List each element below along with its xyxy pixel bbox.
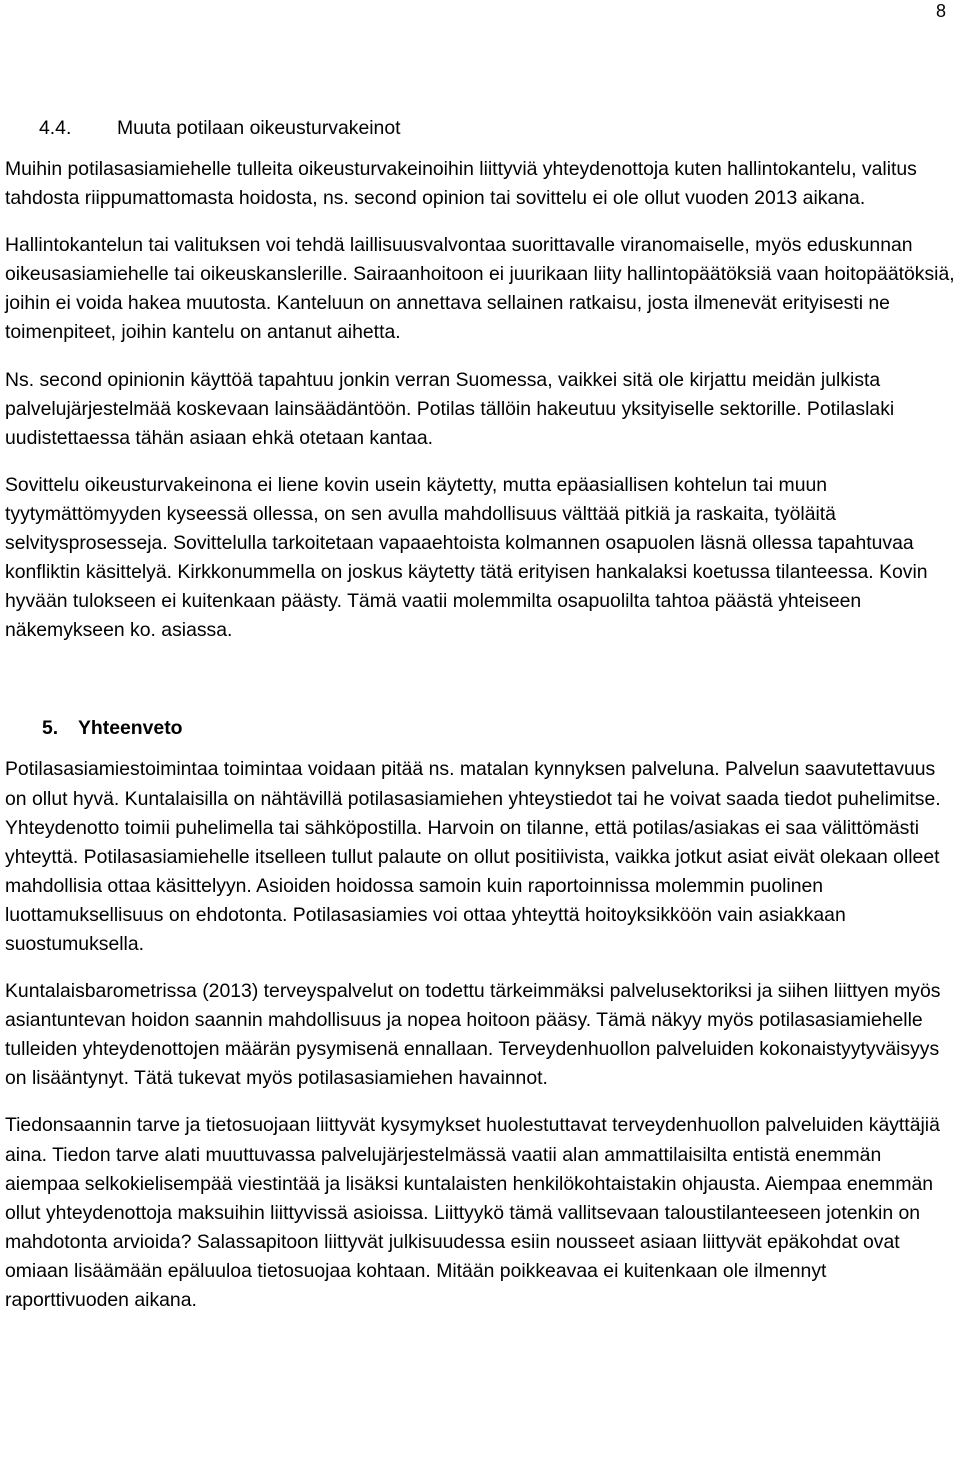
section-title: Yhteenveto — [78, 717, 183, 740]
section-heading-5 — [5, 714, 955, 743]
paragraph: Tiedonsaannin tarve ja tietosuojaan liittyvät kysymykset huolestuttavat terveydenhuollon palveluiden käyttäjiä aina. Tiedon tarve alati muuttuvassa palvelujärjestelmässä vaatii alan ammattilaisilta entistä enemmän aiempaa selkokielisempää viestintää ja lisäksi kuntalaisten henkilökohtaistakin ohjausta. Aiempaa enemmän ollut yhteydenottoja maksuihin liittyvissä asioissa. Liittyykö tämä vallitsevaan taloustilanteeseen jotenkin on mahdotonta arvioida? Salassapitoon liittyvät julkisuudessa esiin nousseet asiaan liittyvät epäkohdat ovat omiaan lisäämään epäluuloa tietosuojaa kohtaan. Mitään poikkeavaa ei kuitenkaan ole ilmennyt raporttivuoden aikana. — [5, 1114, 940, 1311]
paragraph: Kuntalaisbarometrissa (2013) terveyspalvelut on todettu tärkeimmäksi palvelusektoriksi ja siihen liittyen myös asiantuntevan hoidon saannin mahdollisuus ja nopea hoitoon pääsy. Tämä näkyy myös potilasasiamiehelle tulleiden yhteydenottojen määrän pysymisenä ennallaan. Terveydenhuollon palveluiden kokonaistyytyväisyys on lisääntynyt. Tätä tukevat myös potilasasiamiehen havainnot. — [5, 980, 941, 1090]
document-body — [5, 114, 955, 1333]
paragraph: Ns. second opinionin käyttöä tapahtuu jonkin verran Suomessa, vaikkei sitä ole kirjattu meidän julkista palvelujärjestelmää koskevaan lainsäädäntöön. Potilas tällöin hakeutuu yksityiselle sektorille. Potilaslaki uudistettaessa tähän asiaan ehkä otetaan kantaa. — [5, 368, 895, 449]
paragraph: Muihin potilasasiamiehelle tulleita oikeusturvakeinoihin liittyviä yhteydenottoja kuten hallintokantelu, valitus tahdosta riippumattomasta hoidosta, ns. second opinion tai sovittelu ei ole ollut vuoden 2013 aikana. — [5, 158, 917, 210]
paragraph: Potilasasiamiestoimintaa toimintaa voidaan pitää ns. matalan kynnyksen palveluna. Palvelun saavutettavuus on ollut hyvä. Kuntalaisilla on nähtävillä potilasasiamiehen yhteystiedot tai he voivat saada tiedot puhelimitse. Yhteydenotto toimii puhelimella tai sähköpostilla. Harvoin on tilanne, että potilas/asiakas ei saa välittömästi yhteyttä. Potilasasiamiehelle itselleen tullut palaute on ollut positiivista, vaikka jotkut asiat eivät olekaan olleet mahdollisia ottaa käsittelyyn. Asioiden hoidossa samoin kuin raportoinnissa molemmin puolinen luottamuksellisuus on ehdotonta. Potilasasiamies voi ottaa yhteyttä hoitoyksikköön vain asiakkaan suostumuksella. — [5, 758, 941, 955]
section-number: 4.4. — [39, 117, 72, 139]
section-number: 5. — [42, 717, 59, 740]
section-title: Muuta potilaan oikeusturvakeinot — [117, 117, 401, 139]
page-number: 8 — [935, 1, 946, 21]
section-heading-4-4 — [5, 114, 955, 143]
paragraph: Sovittelu oikeusturvakeinona ei liene kovin usein käytetty, mutta epäasiallisen kohtelun tai muun tyytymättömyyden kyseessä ollessa, on sen avulla mahdollisuus välttää pitkiä ja raskaita, työläitä selvitysprosesseja. Sovittelulla tarkoitetaan vapaaehtoista kolmannen osapuolen läsnä ollessa tapahtuvaa konfliktin käsittelyä. Kirkkonummella on joskus käytetty tätä erityisen hankalaksi koetussa tilanteessa. Kovin hyvään tulokseen ei kuitenkaan päästy. Tämä vaatii molemmilta osapuolilta tahtoa päästä yhteiseen näkemykseen ko. asiassa. — [5, 473, 928, 642]
paragraph: Hallintokantelun tai valituksen voi tehdä laillisuusvalvontaa suorittavalle viranomaiselle, myös eduskunnan oikeusasiamiehelle tai oikeuskanslerille. Sairaanhoitoon ei juurikaan liity hallintopäätöksiä vaan hoitopäätöksiä, joihin ei voida hakea muutosta. Kanteluun on annettava sellainen ratkaisu, josta ilmenevät erityisesti ne toimenpiteet, joihin kantelu on antanut aihetta. — [5, 234, 955, 344]
